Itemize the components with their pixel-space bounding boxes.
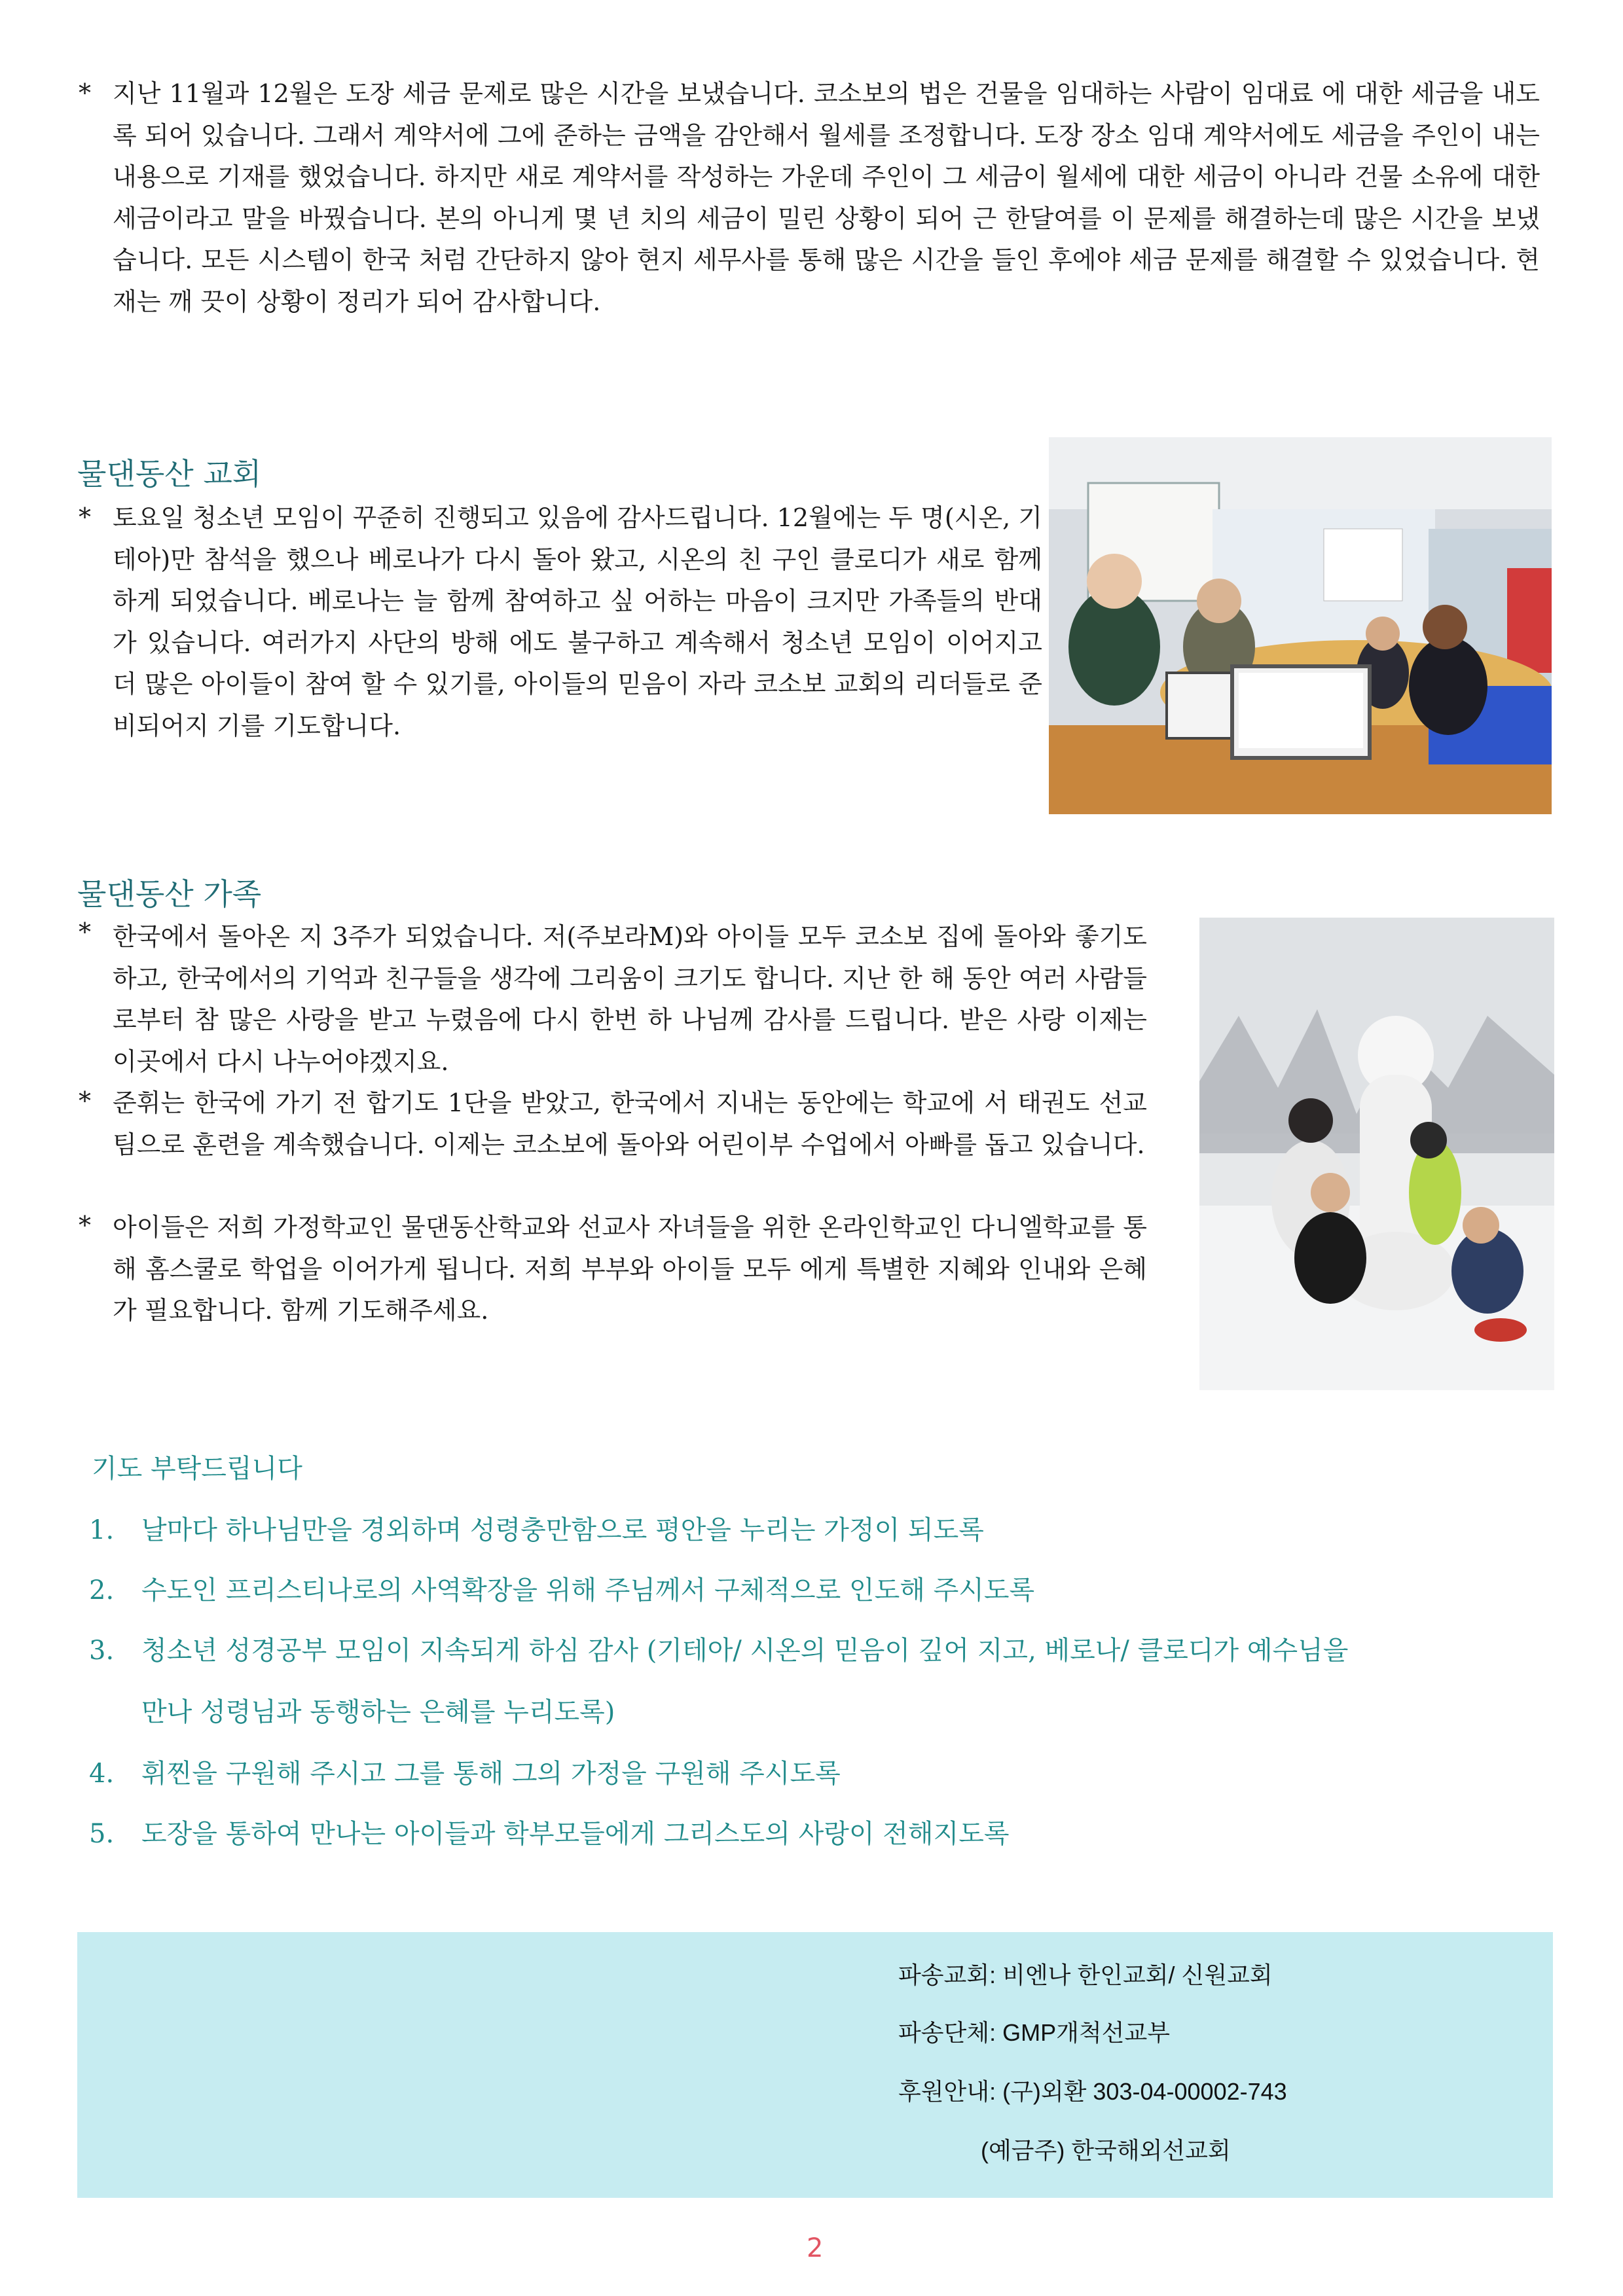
prayer-item-text: 도장을 통하여 만나는 아이들과 학부모들에게 그리스도의 사랑이 전해지도록	[141, 1819, 1010, 1849]
family-snowman-photo	[1199, 918, 1554, 1390]
family-bullet-2: *	[79, 1086, 91, 1115]
prayer-item-text: 청소년 성경공부 모임이 지속되게 하심 감사 (기테아/ 시온의 믿음이 깊어 지고, 베로나/ 클로디가 예수님을	[141, 1636, 1349, 1666]
prayer-item-2	[89, 1570, 1034, 1607]
church-paragraph: 토요일 청소년 모임이 꾸준히 진행되고 있음에 감사드립니다. 12월에는 두 명(시온, 기테아)만 참석을 했으나 베로나가 다시 돌아 왔고, 시온의 친 구인 클로디가 새로 함께 하게 되었습니다. 베로나는 늘 함께 참여하고 싶 어하는 마음이 크지만 가족들의 반대가 있습니다. 여러가지 사단의 방해 에도 불구하고 계속해서 청소년 모임이 이어지고 더 많은 아이들이 참여 할 수 있기를, 아이들의 믿음이 자라 코소보 교회의 리더들로 준비되어지 기를 기도합니다.	[113, 503, 1042, 740]
family-paragraph-3: 아이들은 저희 가정학교인 물댄동산학교와 선교사 자녀들을 위한 온라인학교인 다니엘학교를 통해 홈스쿨로 학업을 이어가게 됩니다. 저희 부부와 아이들 모두 에게 특별한 지혜와 인내와 은혜가 필요합니다. 함께 기도해주세요.	[113, 1213, 1147, 1325]
family-heading: 물댄동산 가족	[77, 876, 262, 912]
family-bullet-3: *	[79, 1211, 91, 1240]
prayer-item-number: 1.	[89, 1515, 115, 1545]
prayer-item-text: 날마다 하나님만을 경외하며 성령충만함으로 평안을 누리는 가정이 되도록	[141, 1515, 984, 1545]
prayer-item-text: 수도인 프리스티나로의 사역확장을 위해 주님께서 구체적으로 인도해 주시도록	[141, 1575, 1035, 1605]
church-bullet: *	[79, 503, 91, 531]
church-heading: 물댄동산 교회	[77, 456, 262, 492]
account-holder: (예금주) 한국해외선교회	[981, 2137, 1231, 2164]
intro-bullet: *	[79, 79, 91, 107]
youth-meeting-photo	[1049, 437, 1552, 814]
prayer-item-3	[89, 1630, 1348, 1667]
prayer-item-text: 만나 성령님과 동행하는 은혜를 누리도록)	[141, 1697, 615, 1727]
prayer-title: 기도 부탁드립니다	[92, 1454, 302, 1484]
sending-church: 파송교회: 비엔나 한인교회/ 신원교회	[898, 1962, 1273, 1988]
prayer-item-3-continued	[141, 1691, 615, 1729]
sending-organization: 파송단체: GMP개척선교부	[898, 2019, 1170, 2046]
intro-paragraph: 지난 11월과 12월은 도장 세금 문제로 많은 시간을 보냈습니다. 코소보의 법은 건물을 임대하는 사람이 임대료 에 대한 세금을 내도록 되어 있습니다. 그래서 계약서에 그에 준하는 금액을 감안해서 월세를 조정합니다. 도장 장소 임대 계약서에도 세금을 주인이 내는 내용으로 기재를 했었습니다. 하지만 새로 계약서를 작성하는 가운데 주인이 그 세금이 월세에 대한 세금이 아니라 건물 소유에 대한 세금이라고 말을 바꿨습니다. 본의 아니게 몇 년 치의 세금이 밀린 상황이 되어 근 한달여를 이 문제를 해결하는데 많은 시간을 보냈습니다. 모든 시스템이 한국 처럼 간단하지 않아 현지 세무사를 통해 많은 시간을 들인 후에야 세금 문제를 해결할 수 있었습니다. 현재는 깨 끗이 상황이 정리가 되어 감사합니다.	[113, 79, 1540, 316]
prayer-item-number: 5.	[89, 1819, 115, 1849]
prayer-item-1	[89, 1509, 984, 1547]
prayer-item-number: 2.	[89, 1575, 115, 1605]
prayer-item-5	[89, 1813, 1009, 1850]
prayer-item-number: 3.	[89, 1636, 115, 1666]
donation-account: 후원안내: (구)외환 303-04-00002-743	[898, 2078, 1287, 2105]
sponsor-info-box	[77, 1932, 1553, 2198]
family-paragraph-2: 준휘는 한국에 가기 전 합기도 1단을 받았고, 한국에서 지내는 동안에는 학교에 서 태권도 선교팀으로 훈련을 계속했습니다. 이제는 코소보에 돌아와 어린이부 수업에서 아빠를 돕고 있습니다.	[113, 1088, 1147, 1159]
family-bullet-1: *	[79, 918, 91, 946]
family-paragraph-1: 한국에서 돌아온 지 3주가 되었습니다. 저(주보라M)와 아이들 모두 코소보 집에 돌아와 좋기도 하고, 한국에서의 기억과 친구들을 생각에 그리움이 크기도 합니다. 지난 한 해 동안 여러 사람들로부터 참 많은 사랑을 받고 누렸음에 다시 한번 하 나님께 감사를 드립니다. 받은 사랑 이제는 이곳에서 다시 나누어야겠지요.	[113, 922, 1147, 1076]
page-number: 2	[807, 2233, 824, 2263]
prayer-item-4	[89, 1753, 841, 1790]
prayer-item-text: 휘찐을 구원해 주시고 그를 통해 그의 가정을 구원해 주시도록	[141, 1759, 841, 1789]
prayer-item-number: 4.	[89, 1759, 115, 1789]
